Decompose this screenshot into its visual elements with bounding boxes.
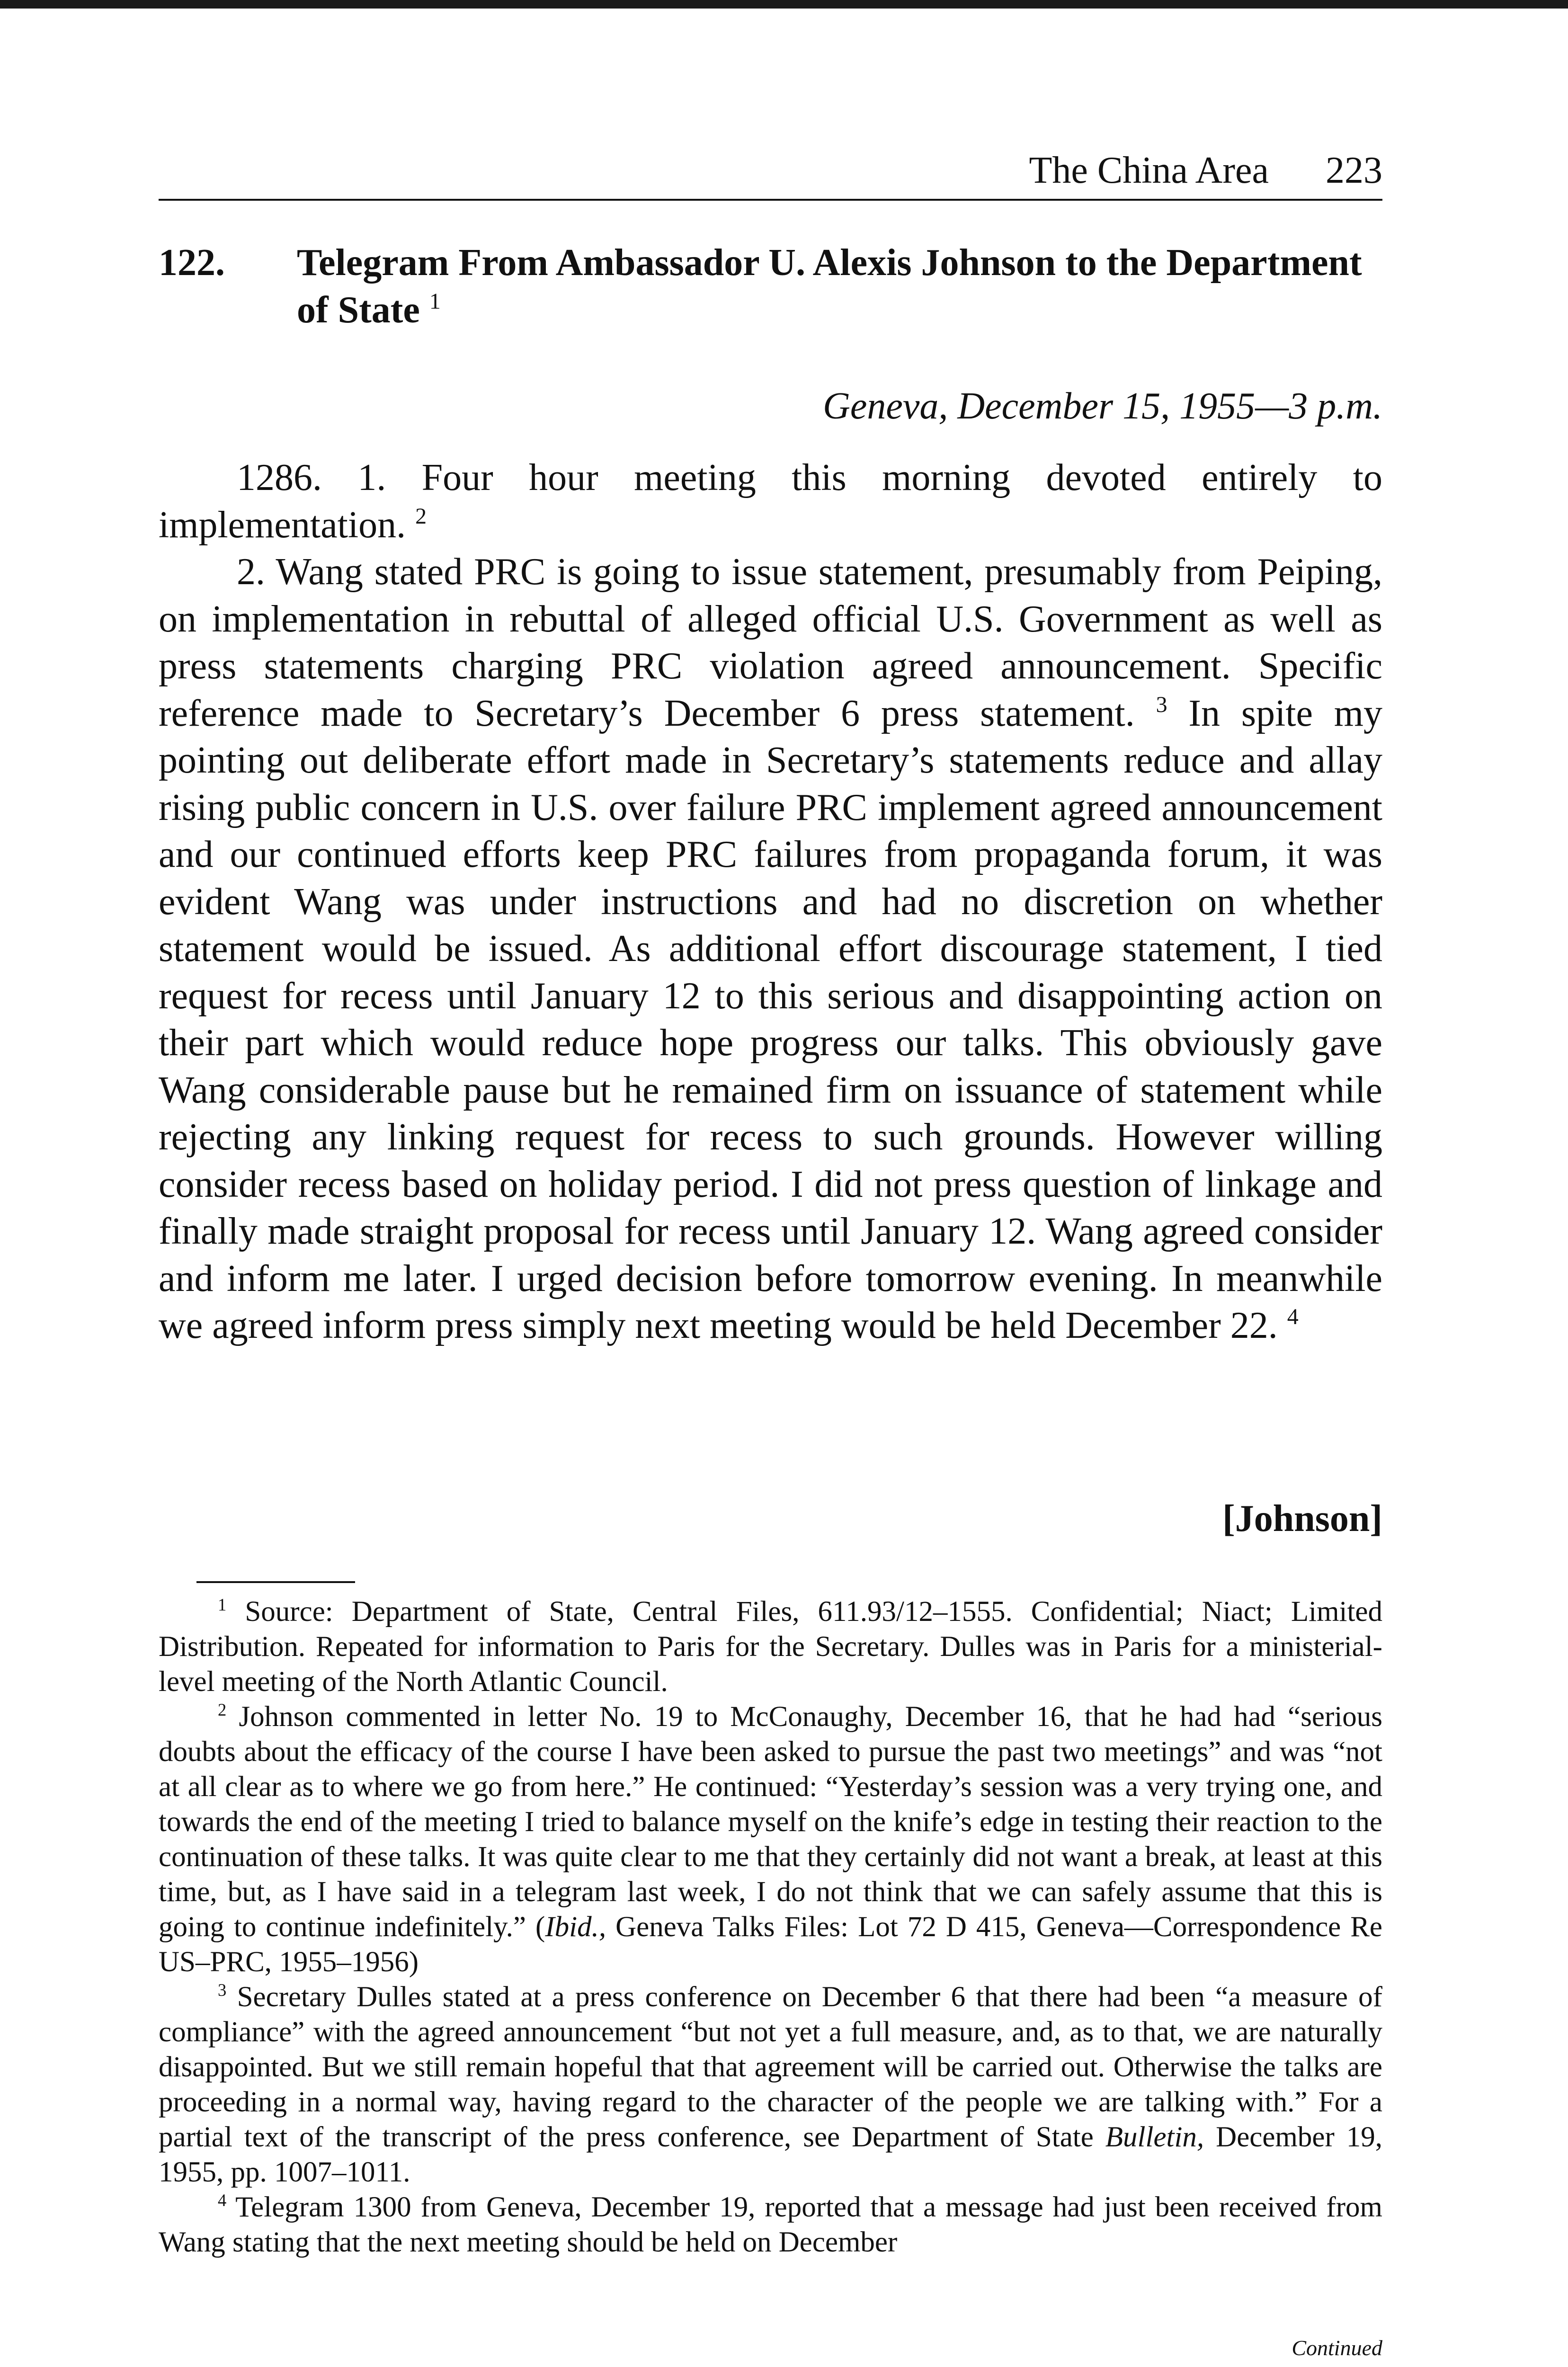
footnote-4-text: Telegram 1300 from Geneva, December 19, reported that a message had just been received from Wang stating that the next meeting should be held on December	[159, 2191, 1383, 2258]
footnote-3-text-a: Secretary Dulles stated at a press conference on December 6 that there had been “a measure of compliance” with the agreed announcement “but not yet a full measure, and, as to that, we are naturally disappointed. But we still remain hopeful that that agreement will be carried out. Otherwise the talks are proceeding in a normal way, having regard to the character of the people we are talking with.” For a partial text of the transcript of the press conference, see Department of State	[159, 1981, 1382, 2153]
footnote-ref-4[interactable]: 4	[1287, 1304, 1299, 1330]
page-number: 223	[1326, 150, 1382, 191]
document-title-text: Telegram From Ambassador U. Alexis Johnson to the Department of State	[297, 242, 1362, 331]
running-head	[159, 142, 1382, 201]
document-heading	[159, 239, 1382, 334]
footnote-1-marker: 1	[218, 1595, 227, 1615]
footnote-2-text-a: Johnson commented in letter No. 19 to McConaughy, December 16, that he had had “serious doubts about the efficacy of the course I have been asked to pursue the past two meetings” and was “not at all clear as to where we go from here.” He continued: “Yesterday’s session was a very trying one, and towards the end of the meeting I tried to balance myself on the knife’s edge in testing their reaction to the continuation of these talks. It was quite clear to me that they certainly did not want a break, at least at this time, but, as I have said in a telegram last week, I do not think that we can safely assume that this is going to continue indefinitely.” (	[159, 1701, 1383, 1943]
footnote-2-ibid: Ibid.,	[545, 1911, 606, 1943]
footnote-1	[159, 1594, 1382, 1700]
paragraph-1-text: 1286. 1. Four hour meeting this morning devoted entirely to implementation.	[159, 457, 1382, 546]
footnote-1-text: Source: Department of State, Central Files, 611.93/12–1555. Confidential; Niact; Limited Distribution. Repeated for information to Paris for the Secretary. Dulles was in Paris for a ministerial-level meeting of the North Atlantic Council.	[159, 1596, 1382, 1698]
body-paragraph-1	[159, 454, 1382, 549]
footnote-4-marker: 4	[218, 2190, 227, 2210]
document-number: 122.	[159, 242, 225, 284]
footnote-2-marker: 2	[218, 1700, 227, 1720]
footnote-3	[159, 1980, 1382, 2190]
footnote-ref-1[interactable]: 1	[429, 289, 441, 314]
paragraph-2-text-a: 2. Wang stated PRC is going to issue statement, presumably from Peiping, on implementation in rebuttal of alleged official U.S. Government as well as press statements charging PRC violation agreed announcement. Specific reference made to Secretary’s December 6 press statement.	[159, 551, 1382, 734]
footnote-divider	[196, 1581, 355, 1583]
footnote-3-bulletin: Bulletin,	[1105, 2121, 1204, 2153]
continued-label: Continued	[1292, 2336, 1382, 2360]
footnote-2	[159, 1700, 1382, 1980]
document-title	[297, 239, 1382, 334]
running-head-section: The China Area	[1029, 150, 1269, 191]
signature: [Johnson]	[1222, 1498, 1382, 1539]
dateline: Geneva, December 15, 1955—3 p.m.	[823, 385, 1382, 427]
footnote-2-text-b: Geneva Talks Files: Lot 72 D 415, Geneva—Correspondence Re US–PRC, 1955–1956)	[159, 1911, 1383, 1978]
paragraph-2-text-b: In spite my pointing out deliberate effort made in Secretary’s statements reduce and allay rising public concern in U.S. over failure PRC implement agreed announcement and our continued efforts keep PRC failures from propaganda forum, it was evident Wang was under instructions and had no discretion on whether statement would be issued. As additional effort discourage statement, I tied request for recess until January 12 to this serious and disappointing action on their part which would reduce hope progress our talks. This obviously gave Wang considerable pause but he remained firm on issuance of statement while rejecting any linking request for recess to such grounds. However willing consider recess based on holiday period. I did not press question of linkage and finally made straight proposal for recess until January 12. Wang agreed consider and inform me later. I urged decision before tomorrow evening. In meanwhile we agreed inform press simply next meeting would be held December 22.	[159, 692, 1383, 1346]
footnote-4	[159, 2190, 1382, 2260]
footnote-ref-2[interactable]: 2	[415, 503, 427, 529]
scan-top-edge	[0, 0, 1568, 9]
footnote-3-marker: 3	[218, 1980, 227, 2000]
body-paragraph-2	[159, 549, 1382, 1350]
telegram-body	[159, 454, 1382, 1350]
footnote-ref-3[interactable]: 3	[1156, 692, 1167, 717]
footnote-3-text-b: December 19, 1955, pp. 1007–1011.	[159, 2121, 1382, 2188]
footnotes	[159, 1594, 1382, 2260]
